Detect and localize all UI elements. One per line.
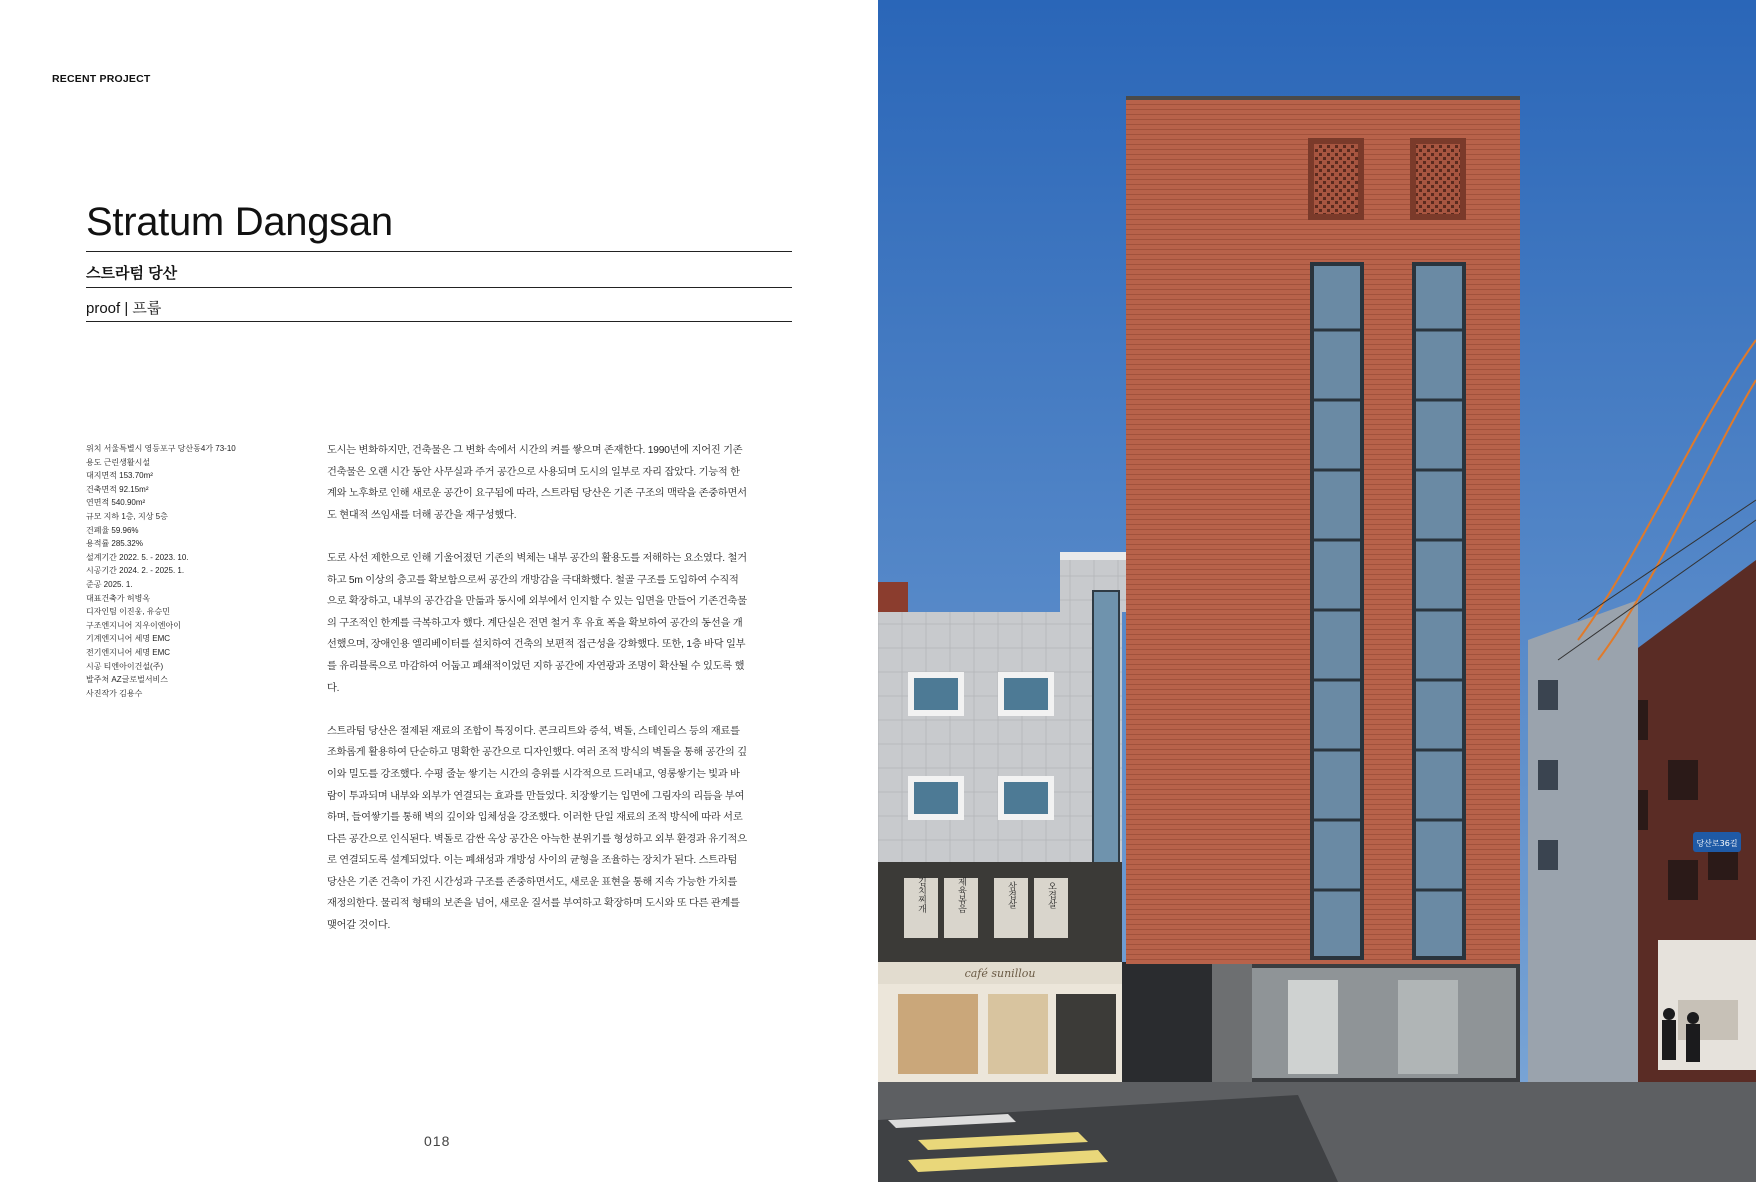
project-title-en: Stratum Dangsan <box>86 200 393 244</box>
body-text <box>327 440 747 958</box>
cafe-storefront <box>878 962 1122 1082</box>
body-paragraph: 스트라텀 당산은 절제된 재료의 조합이 특징이다. 콘크리트와 증석, 벽돌, 스테인리스 등의 재료를 조화롭게 활용하여 단순하고 명확한 공간으로 디자인했다. 여러 조적 방식의 벽돌을 통해 공간의 깊이와 밀도를 강조했다. 수평 줄눈 쌓기는 시간의 층위를 시각적으로 드러내고, 영롱쌓기는 빛과 바람이 투과되며 내부와 외부가 연결되는 효과를 만들었다. 치장쌓기는 입면에 그림자의 리듬을 부여하며, 들여쌓기를 통해 벽의 깊이와 입체성을 강조했다. 이러한 단일 재료의 조적 방식에 따라 서로 다른 공간으로 인식된다. 벽돌로 감싼 옥상 공간은 아늑한 분위기를 형성하고 외부 환경과 유기적으로 연결되도록 설계되었다. 이는 폐쇄성과 개방성 사이의 균형을 조율하는 장치가 된다. 스트라텀 당산은 기존 건축이 가진 시간성과 구조를 존중하면서도, 새로운 표현을 통해 지속 가능한 가치를 재정의한다. 물리적 형태의 보존을 넘어, 새로운 질서를 부여하고 확장하며 도시와 또 다른 관계를 맺어갈 것이다. <box>327 725 747 932</box>
restaurant-signs <box>878 862 1122 962</box>
sign-vertical-2: 제육볶음 <box>956 877 966 913</box>
passage <box>1122 962 1212 1102</box>
spec-line: 구조엔지니어 지우이엔아이 <box>86 620 181 630</box>
sign-vertical-4: 오겹살 <box>1046 881 1056 909</box>
page-number: 018 <box>424 1133 451 1149</box>
spec-line: 대지면적 153.70m² <box>86 471 153 481</box>
right-grey-building <box>1528 600 1638 1090</box>
sign-vertical-3: 삼겹살 <box>1006 881 1016 909</box>
building-photo <box>878 0 1756 1182</box>
title-rule-1 <box>86 251 792 252</box>
title-rule-3 <box>86 321 792 322</box>
spec-line: 설계기간 2022. 5. - 2023. 10. <box>86 552 189 562</box>
spec-line: 전기엔지니어 세명 EMC <box>86 647 171 657</box>
spec-line: 대표건축가 허병옥 <box>86 593 151 603</box>
street <box>878 1082 1756 1182</box>
spec-line: 건축면적 92.15m² <box>86 484 149 494</box>
spec-line: 위치 서울특별시 영등포구 당산동4가 73-10 <box>86 444 236 453</box>
spec-line: 준공 2025. 1. <box>86 579 133 589</box>
spec-line: 용적률 285.32% <box>86 539 143 549</box>
spec-line: 건폐율 59.96% <box>86 525 139 535</box>
spec-line: 사진작가 김용수 <box>86 688 143 698</box>
spec-line: 디자인팀 이진웅, 유승민 <box>86 607 170 617</box>
spec-line: 발주처 AZ글로벌서비스 <box>86 675 168 685</box>
body-paragraph: 도시는 변화하지만, 건축물은 그 변화 속에서 시간의 켜를 쌓으며 존재한다. 1990년에 지어진 기존건축물은 오랜 시간 동안 사무실과 주거 공간으로 사용되며 도시의 일부로 자리 잡았다. 기능적 한계와 노후화로 인해 새로운 공간이 요구됨에 따라, 스트라텀 당산은 기존 구조의 맥락을 존중하면서도 현대적 쓰임새를 더해 공간을 재구성했다. <box>327 445 747 521</box>
spec-line: 시공 티엔아이건설(주) <box>86 661 164 671</box>
street-sign-text: 당산로36길 <box>1696 839 1738 848</box>
body-paragraph: 도로 사선 제한으로 인해 기울어졌던 기존의 벽체는 내부 공간의 활용도를 저해하는 요소였다. 철거하고 5m 이상의 층고를 확보함으로써 공간의 개방감을 극대화했다. 철골 구조를 도입하여 수직적으로 확장하고, 내부의 공간감을 만듦과 동시에 외부에서 인지할 수 있는 입면을 만들어 기존건축물의 구조적인 한계를 극복하고자 했다. 계단실은 전면 철거 후 유효 폭을 확보하여 공간의 동선을 개선했으며, 장애인용 엘리베이터를 설치하여 건축의 보편적 접근성을 강화했다. 또한, 1층 바닥 일부를 유리블록으로 마감하여 어둡고 폐쇄적이었던 지하 공간에 자연광과 조명이 확산될 수 있도록 했다. <box>327 552 747 694</box>
section-label: RECENT PROJECT <box>52 73 151 85</box>
brick-tower <box>1126 96 1520 1094</box>
spec-line: 연면적 540.90m² <box>86 498 146 508</box>
firm-name: proof | 프룹 <box>86 300 162 317</box>
street-sign <box>1693 832 1741 852</box>
title-rule-2 <box>86 287 792 288</box>
sign-vertical-1: 김치찌개 <box>916 877 926 913</box>
spec-line: 용도 근린생활시설 <box>86 457 151 467</box>
project-title-ko: 스트라텀 당산 <box>86 265 178 282</box>
project-specs <box>86 442 316 700</box>
spec-line: 시공기간 2024. 2. - 2025. 1. <box>86 566 185 576</box>
spec-line: 규모 지하 1층, 지상 5층 <box>86 511 168 521</box>
cafe-sign: café sunillou <box>964 967 1036 980</box>
spec-line: 기계엔지니어 세명 EMC <box>86 634 171 644</box>
